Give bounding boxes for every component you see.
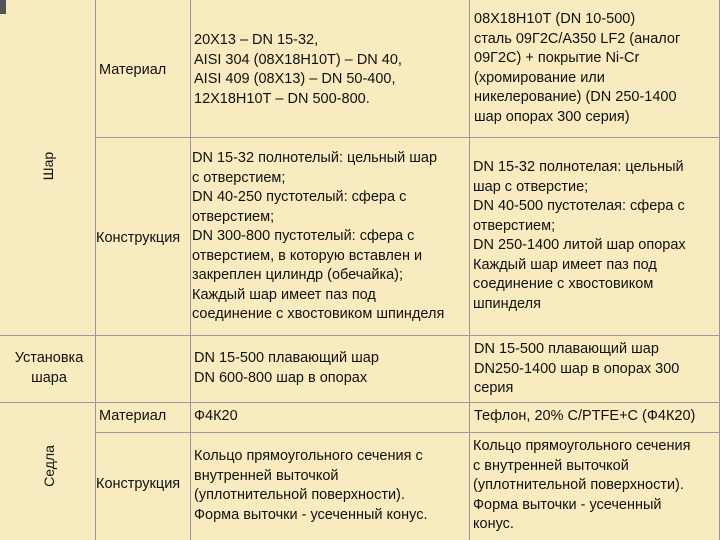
seat-material-col1: Ф4К20 — [194, 408, 238, 424]
grid-hline-3 — [0, 402, 720, 403]
group-label-ball: Шар — [40, 151, 56, 181]
grid-hline-1 — [95, 137, 720, 138]
seat-material-col2: Тефлон, 20% C/PTFE+C (Ф4К20) — [474, 408, 696, 424]
seat-material-label: Материал — [99, 408, 167, 424]
seat-construction-col1: Кольцо прямоугольного сечения с внутренней выточкой (уплотнительной поверхности). Форма выточки - усеченный конус. — [194, 448, 428, 523]
grid-vline-2 — [190, 0, 191, 540]
ball-mounting-col2: DN 15-500 плавающий шар DN250-1400 шар в опорах 300 серия — [474, 341, 680, 396]
grid-hline-4 — [95, 432, 720, 433]
corner-marker — [0, 0, 6, 14]
grid-hline-2 — [0, 335, 720, 336]
ball-material-col2: 08Х18Н10Т (DN 10-500) сталь 09Г2С/А350 LF2 (аналог 09Г2С) + покрытие Ni-Cr (хромирование или никелерование) (DN 250-1400 шар опорах 300 серия) — [474, 11, 681, 125]
ball-construction-col2: DN 15-32 полнотелая: цельный шар с отверстие; DN 40-500 пустотелая: сфера с отверстием; DN 250-1400 литой шар опорах Каждый шар имеет паз под соединение с хвостовиком шпинделя — [473, 159, 686, 312]
grid-vline-3 — [469, 0, 470, 540]
ball-mounting-col1: DN 15-500 плавающий шар DN 600-800 шар в опорах — [194, 350, 379, 386]
ball-construction-label: Конструкция — [96, 230, 181, 246]
ball-construction-col1: DN 15-32 полнотелый: цельный шар с отверстием; DN 40-250 пустотелый: сфера с отверстием; DN 300-800 пустотелый: сфера с отверстием, в которую вставлен и закреплен цилиндр (обечайка); Каждый шар имеет паз под соединение с хвостовиком шпинделя — [192, 150, 445, 322]
ball-material-col1: 20Х13 – DN 15-32, AISI 304 (08Х18Н10Т) – DN 40, AISI 409 (08Х13) – DN 50-400, 12Х18Н10Т – DN 500-800. — [194, 32, 402, 107]
grid-vline-1 — [95, 0, 96, 540]
seat-construction-label: Конструкция — [96, 476, 181, 492]
seat-construction-col2: Кольцо прямоугольного сечения с внутренней выточкой (уплотнительной поверхности). Форма выточки - усеченный конус. — [473, 438, 691, 532]
ball-mounting-label: Установка шара — [14, 350, 84, 386]
ball-material-label: Материал — [99, 62, 167, 78]
group-label-seats: Седла — [41, 445, 57, 487]
